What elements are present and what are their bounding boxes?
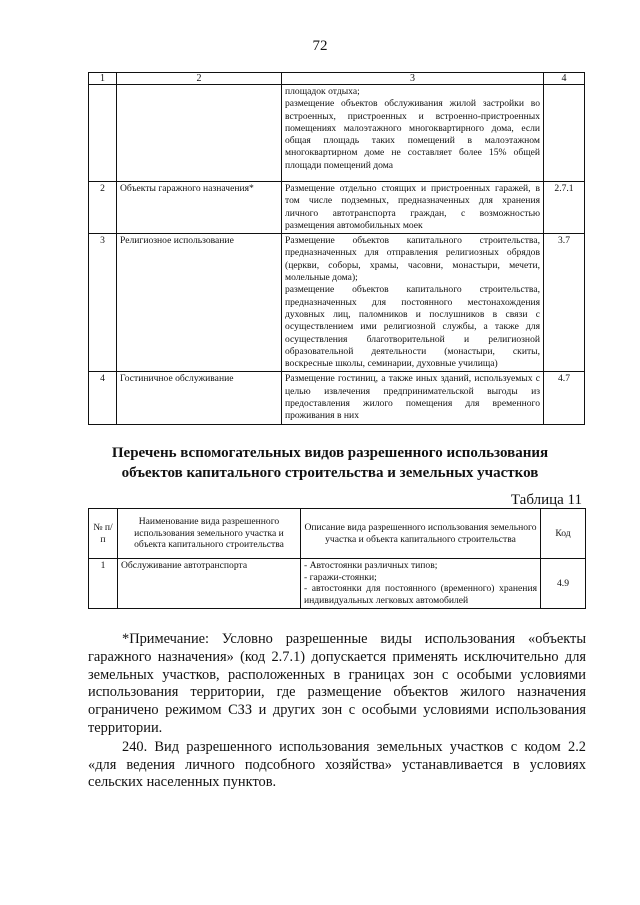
row-description [301,559,541,609]
row-name: Обслуживание автотранспорта [118,559,301,609]
row-number [89,85,117,182]
note-text: *Примечание: Условно разрешенные виды использования «объекты гаражного назначения» (код 2.7.1) допускается применять исключительно для земельных участков, расположенных в границах зон с особыми условиями использования территории, где размещение объектов жилого назначения ограничено режимом СЗЗ и других зон с особыми условиями использования территории. [88,631,586,736]
column-header: 2 [117,73,282,85]
description-line: Размещение объектов капитального строительства, предназначенных для отправления религиозных обрядов (церкви, соборы, храмы, часовни, монастыри, мечети, молельные дома); [285,235,540,284]
column-header: 1 [89,73,117,85]
row-code [544,85,585,182]
paragraph-240: 240. Вид разрешенного использования земельных участков с кодом 2.2 «для ведения личного подсобного хозяйства» устанавливается в условиях сельских населенных пунктов. [88,738,586,791]
row-name: Гостиничное обслуживание [117,372,282,424]
table-row [89,372,585,424]
auxiliary-use-table [88,508,586,609]
land-use-table [88,72,585,425]
description-line: размещение объектов капитального строительства, предназначенных для постоянного местонахождения духовных лиц, паломников и послушников в связи с осуществлением ими религиозной службы, а также для осуществления благотворительной и религиозной образовательной деятельности (монастыри, скиты, воскресные школы, семинарии, духовные училища) [285,284,540,370]
table-header-row [89,73,585,85]
row-code: 4.9 [541,559,586,609]
column-header: 4 [544,73,585,85]
row-name: Объекты гаражного назначения* [117,182,282,234]
description-line: - автостоянки для постоянного (временного) хранения индивидуальных легковых автомобилей [304,583,537,606]
column-header: Наименование вида разрешенного использования земельного участка и объекта капитального строительства [118,509,301,559]
row-code: 2.7.1 [544,182,585,234]
row-description [282,182,544,234]
note-block [88,630,586,792]
section-title-line: Перечень вспомогательных видов разрешенного использования [111,445,549,461]
row-name [117,85,282,182]
row-code: 4.7 [544,372,585,424]
table-row [89,182,585,234]
row-number: 4 [89,372,117,424]
section-title-line: объектов капитального строительства и земельных участков [121,465,539,481]
description-line: Размещение гостиниц, а также иных зданий, используемых с целью извлечения предпринимательской выгоды из предоставления жилого помещения для временного проживания в них [285,373,540,422]
row-number: 1 [89,559,118,609]
row-name: Религиозное использование [117,234,282,372]
row-number: 3 [89,234,117,372]
column-header: 3 [282,73,544,85]
row-code: 3.7 [544,234,585,372]
row-description [282,234,544,372]
table-row [89,85,585,182]
section-title [60,443,600,483]
table-caption: Таблица 11 [510,492,582,508]
description-line: - гаражи-стоянки; [304,571,377,583]
column-header: Код [541,509,586,559]
table-header-row [89,509,586,559]
row-description [282,372,544,424]
column-header: Описание вида разрешенного использования земельного участка и объекта капитального строительства [301,509,541,559]
description-line: площадок отдыха; [285,86,360,97]
row-description [282,85,544,182]
row-number: 2 [89,182,117,234]
description-line: - Автостоянки различных типов; [304,560,438,571]
column-header: № п/п [89,509,118,559]
description-line: размещение объектов обслуживания жилой застройки во встроенных, пристроенных и встроенно-пристроенных помещениях малоэтажного многоквартирного дома, если общая площадь таких помещений в малоэтажном многоквартирном доме не составляет более 15% общей площади помещений дома [285,98,540,171]
description-line: Размещение отдельно стоящих и пристроенных гаражей, в том числе подземных, предназначенных для хранения личного автотранспорта граждан, с возможностью размещения автомобильных моек [285,183,540,231]
table-row [89,234,585,372]
table-row [89,559,586,609]
page-number: 72 [312,38,328,54]
